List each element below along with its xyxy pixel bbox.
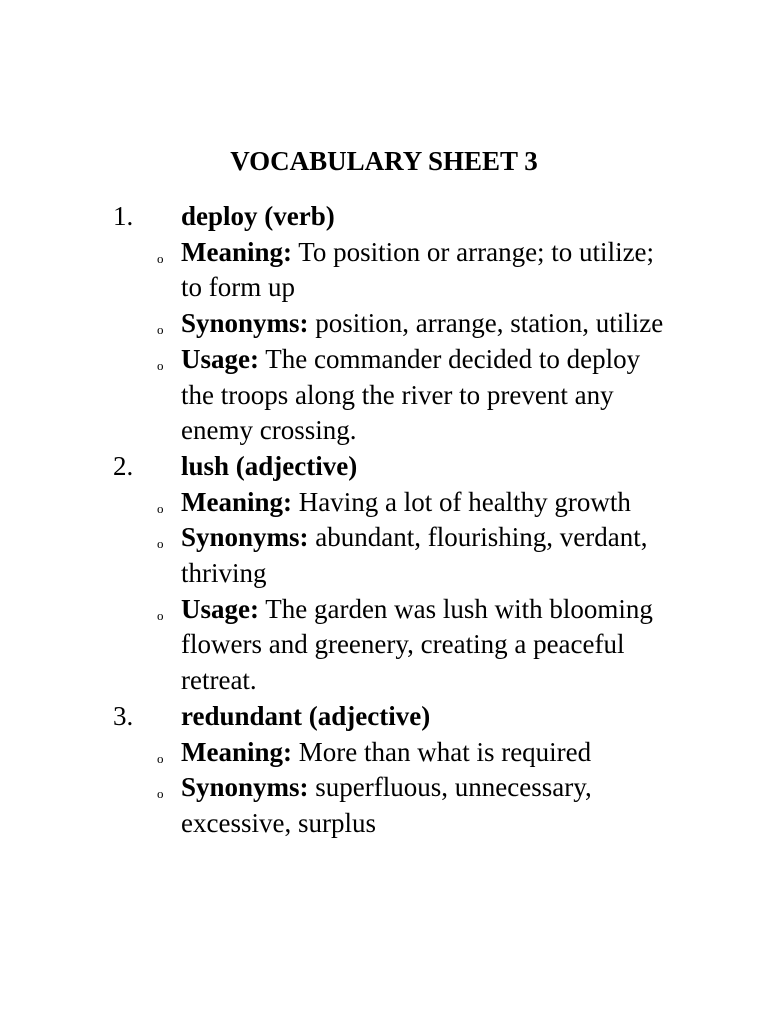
item-label: Meaning: bbox=[181, 736, 292, 767]
page-title: VOCABULARY SHEET 3 bbox=[230, 146, 538, 176]
vocabulary-entry bbox=[0, 699, 671, 842]
bullet-icon: o bbox=[157, 786, 164, 802]
item-label: Synonyms: bbox=[181, 308, 309, 339]
item-text: The commander decided to deploy the troops along the river to prevent any enemy crossing. bbox=[181, 343, 641, 446]
item-label: Synonyms: bbox=[181, 772, 309, 803]
entry-number: 2. bbox=[113, 450, 134, 481]
item-label: Synonyms: bbox=[181, 522, 309, 553]
entry-number: 1. bbox=[113, 201, 134, 231]
meaning-item bbox=[157, 235, 671, 306]
entry-details bbox=[157, 485, 671, 699]
bullet-icon: o bbox=[157, 536, 164, 552]
bullet-icon: o bbox=[157, 750, 164, 766]
usage-item bbox=[157, 592, 671, 699]
bullet-icon: o bbox=[157, 607, 164, 623]
entry-word: lush (adjective) bbox=[181, 450, 358, 481]
item-text: To position or arrange; to utilize; to form up bbox=[181, 236, 655, 303]
vocabulary-entry bbox=[0, 449, 671, 699]
bullet-icon: o bbox=[157, 500, 164, 516]
meaning-item bbox=[157, 485, 671, 521]
item-label: Usage: bbox=[181, 593, 259, 624]
entry-word: deploy (verb) bbox=[181, 201, 335, 231]
item-label: Meaning: bbox=[181, 236, 292, 267]
item-text: Having a lot of healthy growth bbox=[292, 486, 631, 517]
item-text: The garden was lush with blooming flowers and greenery, creating a peaceful retreat. bbox=[181, 593, 653, 696]
synonyms-item bbox=[157, 306, 671, 342]
usage-item bbox=[157, 342, 671, 449]
vocabulary-entry bbox=[0, 199, 671, 449]
meaning-item bbox=[157, 735, 671, 771]
item-text: More than what is required bbox=[292, 736, 592, 767]
item-label: Meaning: bbox=[181, 486, 292, 517]
item-text: abundant, flourishing, verdant, thriving bbox=[181, 522, 648, 589]
synonyms-item bbox=[157, 770, 671, 841]
item-text: superfluous, unnecessary, excessive, surplus bbox=[181, 772, 592, 838]
entry-details bbox=[157, 235, 671, 449]
entry-number: 3. bbox=[113, 700, 134, 731]
bullet-icon: o bbox=[157, 322, 164, 338]
item-text: position, arrange, station, utilize bbox=[308, 308, 664, 339]
bullet-icon: o bbox=[157, 357, 164, 373]
synonyms-item bbox=[157, 520, 671, 591]
entry-details bbox=[157, 735, 671, 842]
bullet-icon: o bbox=[157, 250, 164, 266]
entry-word: redundant (adjective) bbox=[181, 700, 431, 731]
item-label: Usage: bbox=[181, 343, 259, 374]
vocabulary-list bbox=[0, 199, 768, 842]
